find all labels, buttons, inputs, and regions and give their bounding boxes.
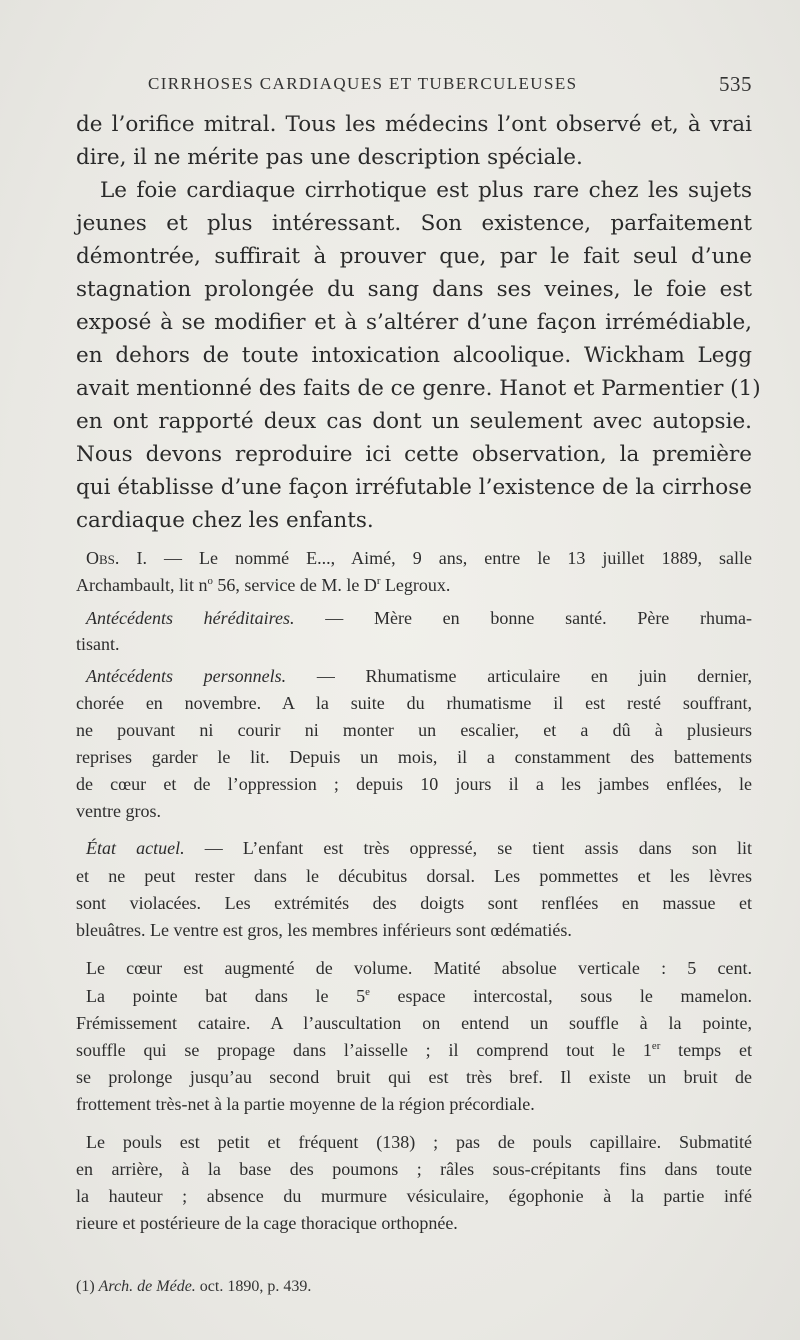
text-line: de cœur et de l’oppression ; depuis 10 jours il a les jambes enflées, le (76, 774, 752, 794)
text-line: en arrière, à la base des poumons ; râles sous-crépitants fins dans toute (76, 1159, 752, 1179)
text-line: se prolonge jusqu’au second bruit qui est très bref. Il existe un bruit de (76, 1067, 752, 1087)
text-line: chorée en novembre. A la suite du rhumatisme il est resté souffrant, (76, 693, 752, 713)
text-line: en ont rapporté deux cas dont un seulement avec autopsie. (76, 409, 752, 434)
text-line: La pointe bat dans le 5e espace intercostal, sous le mamelon. (86, 986, 752, 1006)
section-heading: Antécédents personnels. (86, 666, 287, 686)
text-line: souffle qui se propage dans l’aisselle ; il comprend tout le 1er temps et (76, 1040, 752, 1060)
text-line: État actuel. — L’enfant est très oppressé, se tient assis dans son lit (86, 838, 752, 858)
text-line: reprises garder le lit. Depuis un mois, il a constamment des battements (76, 747, 752, 767)
running-title: CIRRHOSES CARDIAQUES ET TUBERCULEUSES (148, 74, 578, 93)
text-line: exposé à se modifier et à s’altérer d’une façon irrémédiable, (76, 310, 752, 335)
text-line: dire, il ne mérite pas une description spéciale. (76, 145, 583, 170)
text-line: cardiaque chez les enfants. (76, 508, 374, 533)
text-line: avait mentionné des faits de ce genre. Hanot et Parmentier (1) (76, 376, 761, 401)
text-line: la hauteur ; absence du murmure vésiculaire, égophonie à la partie infé (76, 1186, 752, 1206)
section-heading: Antécédents héréditaires. (86, 608, 295, 628)
page-number: 535 (719, 72, 752, 96)
text-line: Le cœur est augmenté de volume. Matité absolue verticale : 5 cent. (86, 958, 752, 978)
text-line: sont violacées. Les extrémités des doigts sont renflées en massue et (76, 893, 752, 913)
text-line: Antécédents personnels. — Rhumatisme articulaire en juin dernier, (86, 666, 753, 686)
observation-line: Obs. I. — Le nommé E..., Aimé, 9 ans, entre le 13 juillet 1889, salle (86, 548, 752, 568)
footnote: (1) Arch. de Méde. oct. 1890, p. 439. (76, 1278, 312, 1295)
footnote-journal: Arch. de Méde. (98, 1278, 196, 1295)
text-line: Le foie cardiaque cirrhotique est plus rare chez les sujets (100, 178, 752, 203)
text-line: rieure et postérieure de la cage thoracique orthopnée. (76, 1213, 458, 1233)
text-line: tisant. (76, 634, 120, 654)
text-line: ventre gros. (76, 801, 161, 821)
text-line: Antécédents héréditaires. — Mère en bonne santé. Père rhuma- (86, 608, 753, 628)
text-line: démontrée, suffirait à prouver que, par le fait seul d’une (76, 244, 752, 269)
text-line: stagnation prolongée du sang dans ses veines, le foie est (76, 277, 752, 302)
observation-line: Archambault, lit $n^o$ 56, service de M. le $D^r$ Legroux. (76, 575, 451, 595)
text-line: Le pouls est petit et fréquent (138) ; pas de pouls capillaire. Submatité (86, 1132, 752, 1152)
text-line: de l’orifice mitral. Tous les médecins l’ont observé et, à vrai (76, 112, 752, 137)
text-line: et ne peut rester dans le décubitus dorsal. Les pommettes et les lèvres (76, 866, 752, 886)
running-head (148, 74, 752, 100)
text-line: jeunes et plus intéressant. Son existence, parfaitement (76, 211, 752, 236)
text-line: frottement très-net à la partie moyenne de la région précordiale. (76, 1094, 535, 1114)
observation-label: Obs. I. (86, 548, 147, 568)
text-line: en dehors de toute intoxication alcoolique. Wickham Legg (76, 343, 752, 368)
text-line: qui établisse d’une façon irréfutable l’existence de la cirrhose (76, 475, 752, 500)
text-line: bleuâtres. Le ventre est gros, les membres inférieurs sont œdématiés. (76, 920, 572, 940)
section-heading: État actuel. (86, 838, 185, 858)
text-line: Frémissement cataire. A l’auscultation on entend un souffle à la pointe, (76, 1013, 752, 1033)
text-line: Nous devons reproduire ici cette observation, la première (76, 442, 752, 467)
text-line: ne pouvant ni courir ni monter un escalier, et a dû à plusieurs (76, 720, 752, 740)
